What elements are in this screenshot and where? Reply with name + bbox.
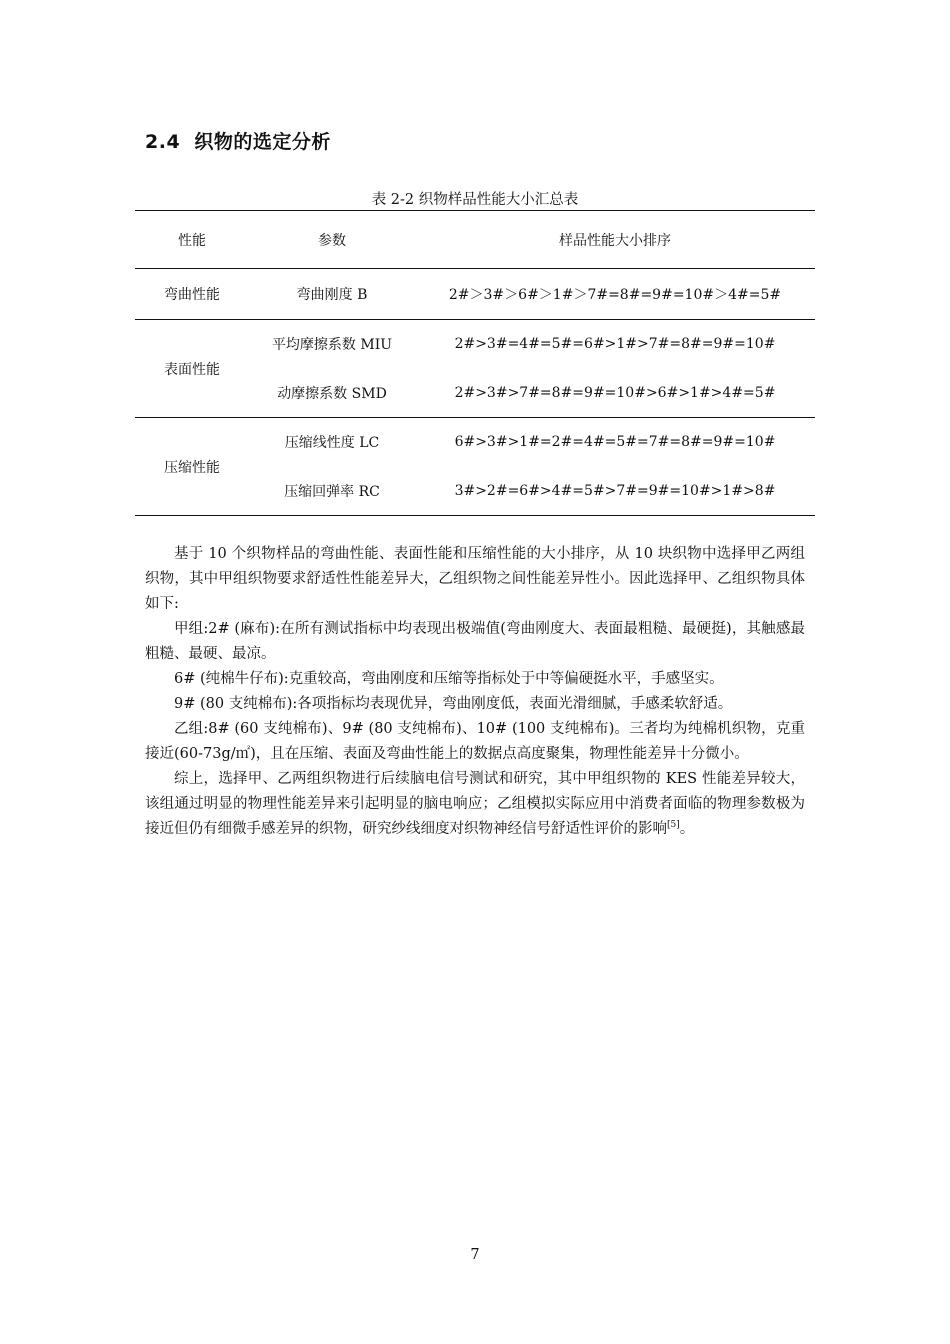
group-name: 表面性能 [135,320,249,418]
ranking-cell: 2#>3#=4#=5#=6#>1#>7#=8#=9#=10# [454,336,776,352]
table-row [135,320,815,369]
page-number: 7 [470,1247,480,1263]
table-row [135,418,815,467]
section-number: 2.4 [145,131,181,153]
parameter-cell: 平均摩擦系数 MIU [271,337,393,353]
paragraph-text: 综上，选择甲、乙两组织物进行后续脑电信号测试和研究，其中甲组织物的 KES 性能差异较大，该组通过明显的物理性能差异来引起明显的脑电响应；乙组模拟实际应用中消费者面临的物理参数极为接近但仍有细微手感差异的织物，研究纱线细度对织物神经信号舒适性评价的影响 [145,771,805,837]
header-performance: 性能 [135,211,249,269]
parameter-cell: 弯曲刚度 B [249,269,415,320]
paragraph [145,767,805,842]
paragraph: 基于 10 个织物样品的弯曲性能、表面性能和压缩性能的大小排序，从 10 块织物中选择甲乙两组织物，其中甲组织物要求舒适性性能差异大，乙组织物之间性能差异性小。因此选择甲、乙组织物具体如下: [145,546,805,612]
table-row [135,269,815,320]
table-caption: 表 2-2 织物样品性能大小汇总表 [371,192,579,208]
citation[interactable]: [5] [667,820,680,831]
group-name: 弯曲性能 [135,269,249,320]
section-title: 织物的选定分析 [194,131,331,153]
parameter-cell: 压缩回弹率 RC [249,466,415,516]
header-parameter: 参数 [249,211,415,269]
paragraph: 6# (纯棉牛仔布):克重较高，弯曲刚度和压缩等指标处于中等偏硬挺水平，手感坚实。 [174,671,724,687]
section-heading [145,127,331,154]
paragraph: 甲组:2# (麻布):在所有测试指标中均表现出极端值(弯曲刚度大、表面最粗糙、最硬挺)，其触感最粗糙、最硬、最凉。 [145,621,805,662]
parameter-cell: 动摩擦系数 SMD [249,368,415,418]
body-text [145,542,805,842]
performance-summary-table [135,210,815,516]
ranking-cell: 2#>3#>7#=8#=9#=10#>6#>1#>4#=5# [415,368,815,418]
ranking-cell: 3#>2#=6#>4#=5#>7#=9#=10#>1#>8# [415,466,815,516]
header-ranking: 样品性能大小排序 [415,211,815,269]
group-name: 压缩性能 [135,418,249,516]
paragraph-end: 。 [679,821,695,837]
parameter-cell: 压缩线性度 LC [284,435,380,451]
table-header-row [135,211,815,269]
paragraph: 乙组:8# (60 支纯棉布)、9# (80 支纯棉布)、10# (100 支纯棉布)。三者均为纯棉机织物，克重接近(60-73g/㎡)，且在压缩、表面及弯曲性能上的数据点高度聚集，物理性能差异十分微小。 [145,721,805,762]
ranking-cell: 2#＞3#＞6#＞1#＞7#=8#=9#=10#＞4#=5# [415,269,815,320]
paragraph: 9# (80 支纯棉布):各项指标均表现优异，弯曲刚度低，表面光滑细腻，手感柔软舒适。 [174,696,733,712]
ranking-cell: 6#>3#>1#=2#=4#=5#=7#=8#=9#=10# [454,434,776,450]
